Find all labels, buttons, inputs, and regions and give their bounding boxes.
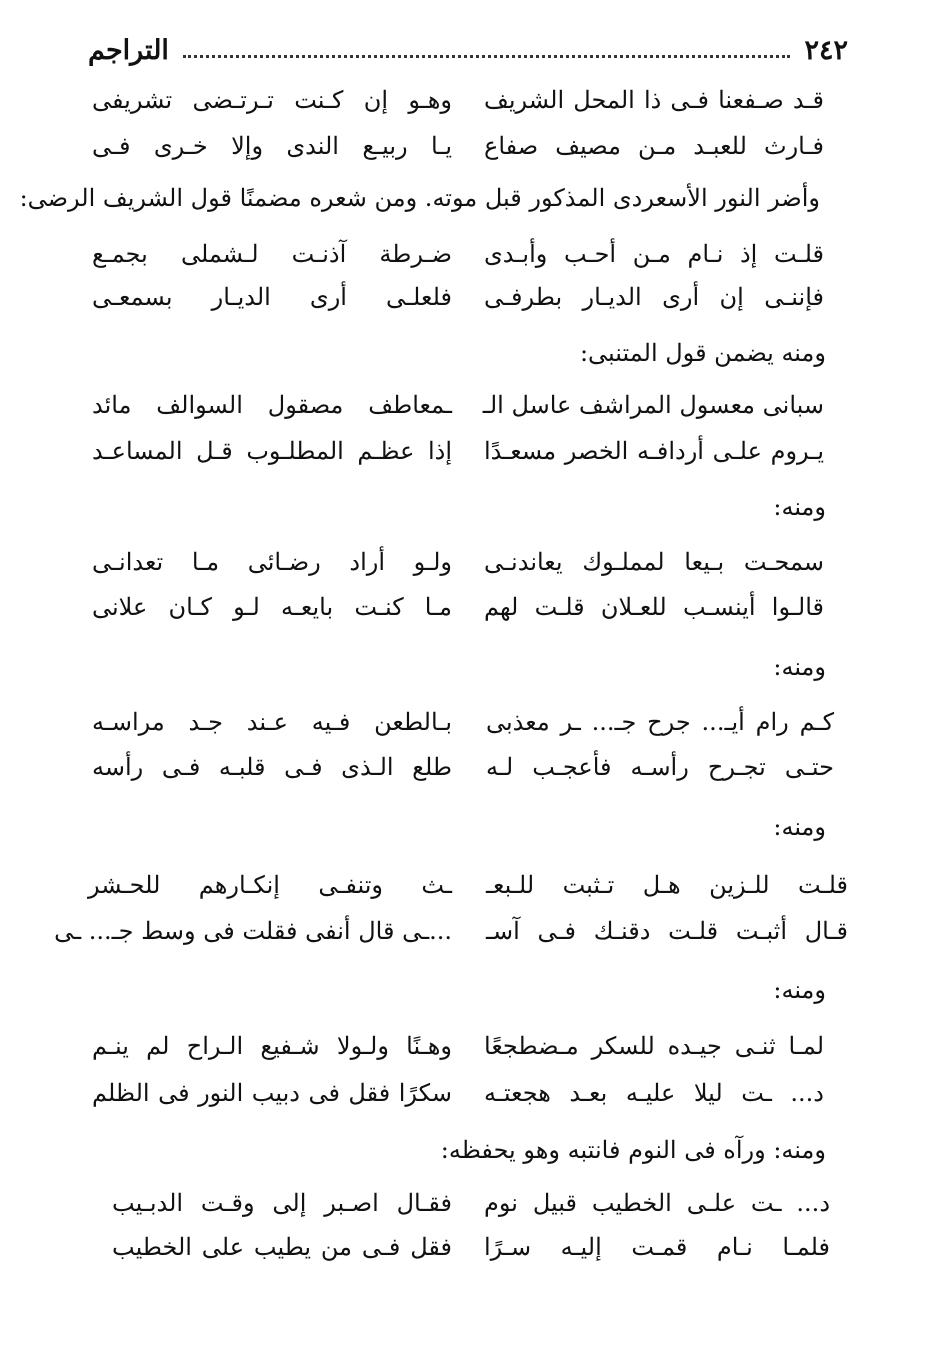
verse-11-second-hemistich: ـث وتنفـى إنكـارهم للحـشر [88,871,452,899]
verse-7-first-hemistich: سمحـت بـيعا لمملـوك يعاندنـى [484,548,824,576]
verse-6-first-hemistich: يـروم علـى أردافـه الخصر مسعـدًا [484,437,824,465]
verse-5-second-hemistich: ـمعاطف مصقول السوالف مائد [92,391,452,419]
verse-16-second-hemistich: فقل فـى من يطيب على الخطيب [112,1233,452,1261]
verse-10-first-hemistich: حتـى تجـرح رأسـه فأعجـب لـه [486,753,834,781]
verse-8-second-hemistich: مـا كنـت بايعـه لـو كـان علانى [92,593,452,621]
page-header [88,30,848,70]
verse-4-first-hemistich: فإننـى إن أرى الديـار بطرفـى [484,283,824,311]
verse-4-second-hemistich: فلعلـى أرى الديـار بسمعـى [92,283,452,311]
prose-heading-3: ومنه: [773,493,826,521]
verse-9-first-hemistich: كـم رام أيـ... جرح جـ... ـر معذبى [486,708,834,736]
verse-16-first-hemistich: فلمـا نـام قمـت إليـه سـرًا [484,1233,830,1261]
page-number: ٢٤٢ [804,34,848,66]
verse-12-first-hemistich: قـال أثبـت قلـت دقنـك فـى آسـ [486,917,848,945]
verse-15-second-hemistich: فقـال اصـبر إلى وقـت الدبـيب [112,1189,452,1217]
prose-heading-4: ومنه: [773,653,826,681]
verse-12-second-hemistich: ...ـى قال أنفى فقلت فى وسط جـ... ـى [54,917,452,945]
verse-3-first-hemistich: قلـت إذ نـام مـن أحـب وأبـدى [484,240,824,268]
verse-13-first-hemistich: لمـا ثنـى جيـده للسكر مـضطجعًا [484,1032,824,1060]
verse-1-second-hemistich: وهـو إن كـنت تـرتـضى تشريفى [92,86,452,114]
verse-15-first-hemistich: د... ـت علـى الخطيب قبيل نوم [484,1189,830,1217]
verse-2-first-hemistich: فـارث للعبـد مـن مصيف صفاع [484,132,824,160]
verse-3-second-hemistich: ضـرطة آذنـت لـشملى بجمـع [92,240,452,268]
header-dotted-leader [183,55,791,58]
prose-heading-2: ومنه يضمن قول المتنبى: [579,339,826,367]
verse-10-second-hemistich: طلع الـذى فـى قلبـه فـى رأسه [92,753,452,781]
verse-13-second-hemistich: وهـنًا ولـولا شـفيع الـراح لم ينـم [92,1032,452,1060]
running-title: التراجم [88,34,169,66]
verse-2-second-hemistich: يـا ربيـع الندى وإلا خـرى فـى [92,132,452,160]
verse-5-first-hemistich: سبانى معسول المراشف عاسل الـ [482,391,824,419]
verse-7-second-hemistich: ولـو أراد رضـائى مـا تعدانـى [92,548,452,576]
verse-8-first-hemistich: قالـوا أينسـب للعـلان قلـت لهم [484,593,824,621]
prose-heading-6: ومنه: [773,976,826,1004]
verse-11-first-hemistich: قلـت للـزين هـل تـثبت للـبعـ [486,871,848,899]
prose-heading-7: ومنه: ورآه فى النوم فانتبه وهو يحفظه: [440,1136,826,1164]
verse-9-second-hemistich: بـالطعن فـيه عـند جـد مراسـه [92,708,452,736]
verse-14-first-hemistich: د... ـت ليلا عليـه بعـد هجعتـه [484,1079,824,1107]
prose-heading-5: ومنه: [773,813,826,841]
verse-6-second-hemistich: إذا عظـم المطلـوب قـل المساعـد [92,437,452,465]
prose-paragraph-1: وأضر النور الأسعردى المذكور قبل موته. ومن شعره مضمنًا قول الشريف الرضى: [19,184,820,212]
verse-14-second-hemistich: سكرًا فقل فى دبيب النور فى الظلم [92,1079,452,1107]
verse-1-first-hemistich: قـد صـفعنا فـى ذا المحل الشريف [484,86,824,114]
